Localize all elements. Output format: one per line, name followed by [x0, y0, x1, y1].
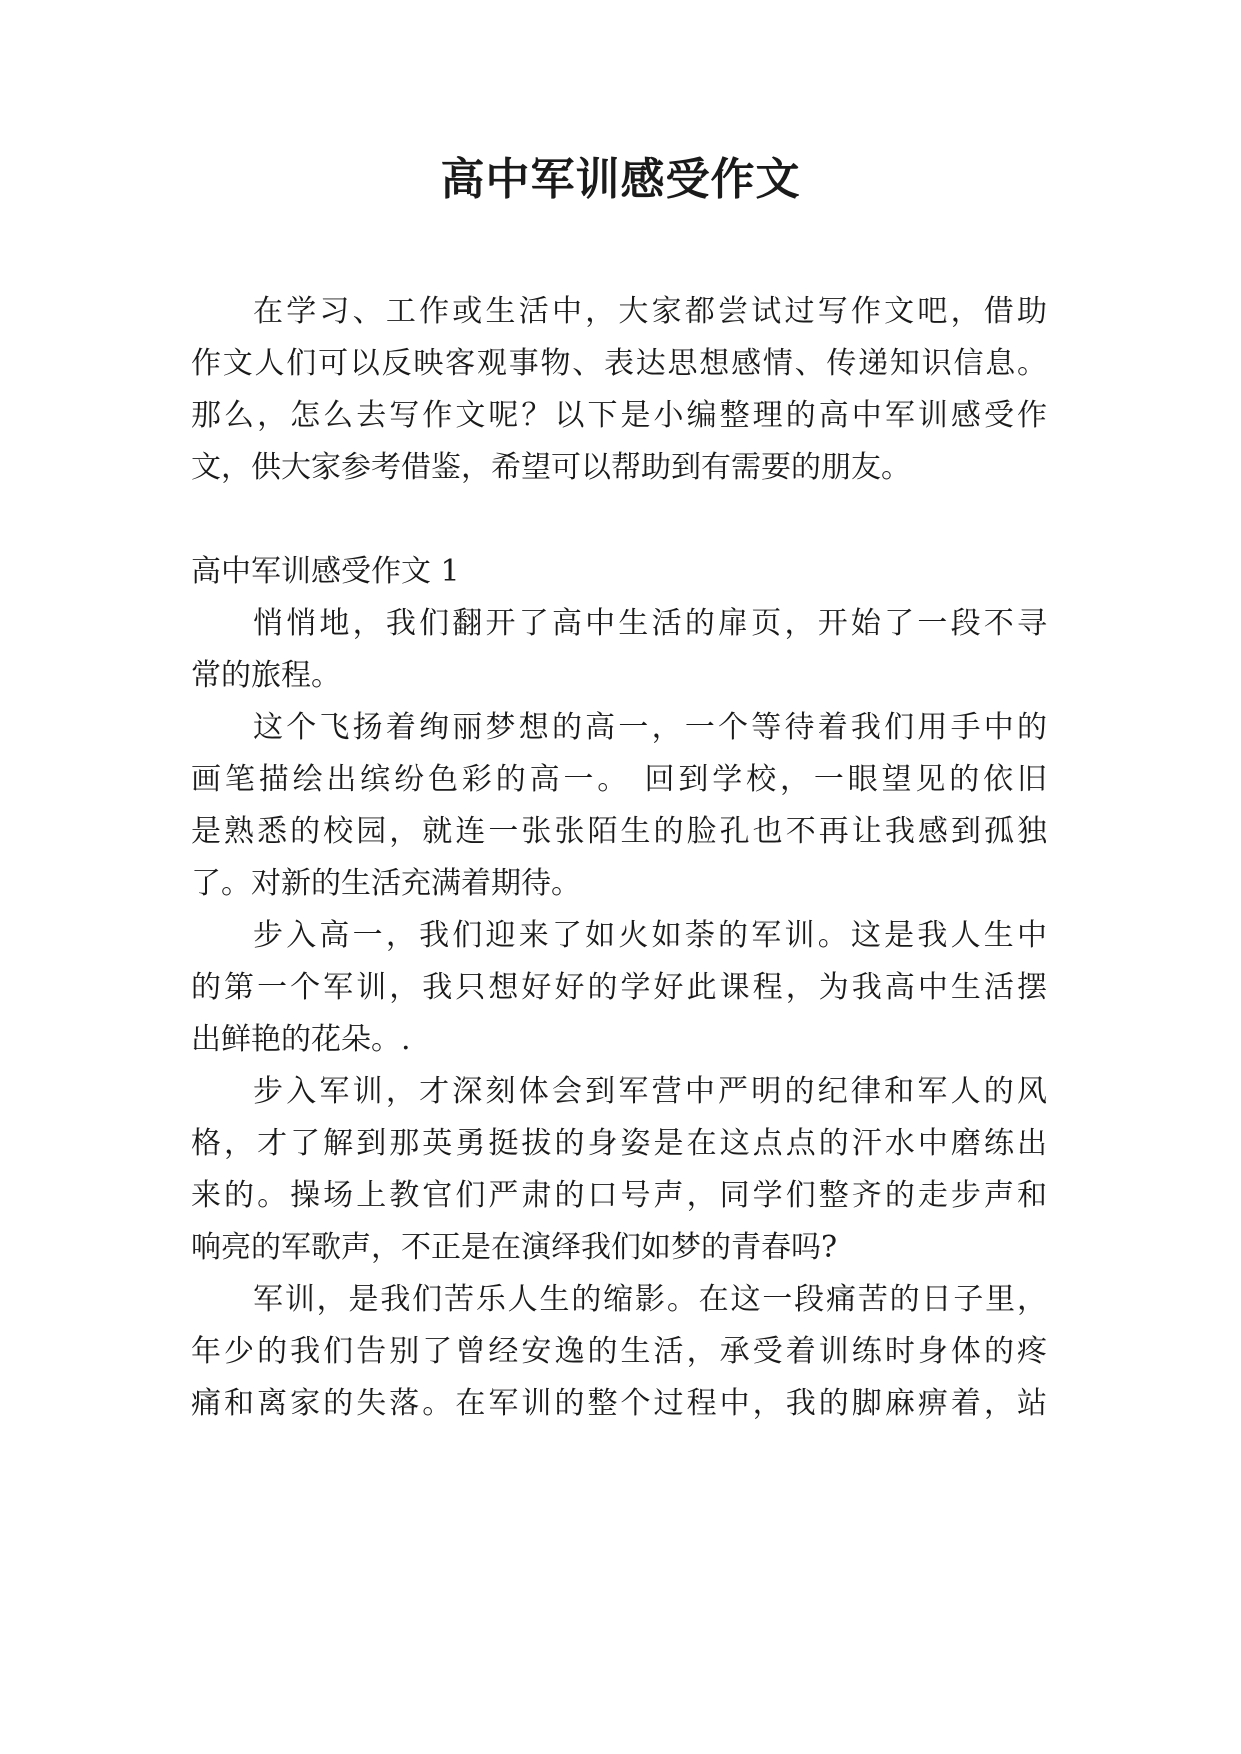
- paragraph-line: 军训，是我们苦乐人生的缩影。在这一段痛苦的日子里，: [253, 1282, 1047, 1317]
- paragraph-line: 了。对新的生活充满着期待。: [191, 866, 581, 901]
- paragraph-line: 年少的我们告别了曾经安逸的生活，承受着训练时身体的疼: [191, 1334, 1047, 1369]
- section-heading: 高中军训感受作文 1: [191, 554, 460, 589]
- paragraph-line: 常的旅程。: [191, 658, 341, 693]
- paragraph-line: 步入军训，才深刻体会到军营中严明的纪律和军人的风: [253, 1074, 1047, 1109]
- paragraph-line: 是熟悉的校园，就连一张张陌生的脸孔也不再让我感到孤独: [191, 814, 1047, 849]
- intro-line: 那么，怎么去写作文呢？以下是小编整理的高中军训感受作: [191, 398, 1047, 433]
- paragraph-line: 格，才了解到那英勇挺拔的身姿是在这点点的汗水中磨练出: [191, 1126, 1047, 1161]
- paragraph-line: 步入高一，我们迎来了如火如荼的军训。这是我人生中: [253, 918, 1047, 953]
- paragraph-line: 这个飞扬着绚丽梦想的高一，一个等待着我们用手中的: [253, 710, 1047, 745]
- paragraph-line: 的第一个军训，我只想好好的学好此课程，为我高中生活摆: [191, 970, 1047, 1005]
- intro-line: 在学习、工作或生活中，大家都尝试过写作文吧，借助: [253, 294, 1047, 329]
- intro-line: 作文人们可以反映客观事物、表达思想感情、传递知识信息。: [191, 346, 1047, 381]
- paragraph-line: 画笔描绘出缤纷色彩的高一。 回到学校，一眼望见的依旧: [191, 762, 1047, 797]
- intro-line: 文，供大家参考借鉴，希望可以帮助到有需要的朋友。: [191, 450, 911, 485]
- paragraph-line: 悄悄地，我们翻开了高中生活的扉页，开始了一段不寻: [253, 606, 1047, 641]
- paragraph-line: 痛和离家的失落。在军训的整个过程中，我的脚麻痹着，站: [191, 1386, 1047, 1421]
- paragraph-line: 响亮的军歌声，不正是在演绎我们如梦的青春吗?: [191, 1230, 838, 1265]
- paragraph-line: 来的。操场上教官们严肃的口号声，同学们整齐的走步声和: [191, 1178, 1047, 1213]
- paragraph-line: 出鲜艳的花朵。.: [191, 1022, 411, 1057]
- document-title: 高中军训感受作文: [440, 154, 801, 205]
